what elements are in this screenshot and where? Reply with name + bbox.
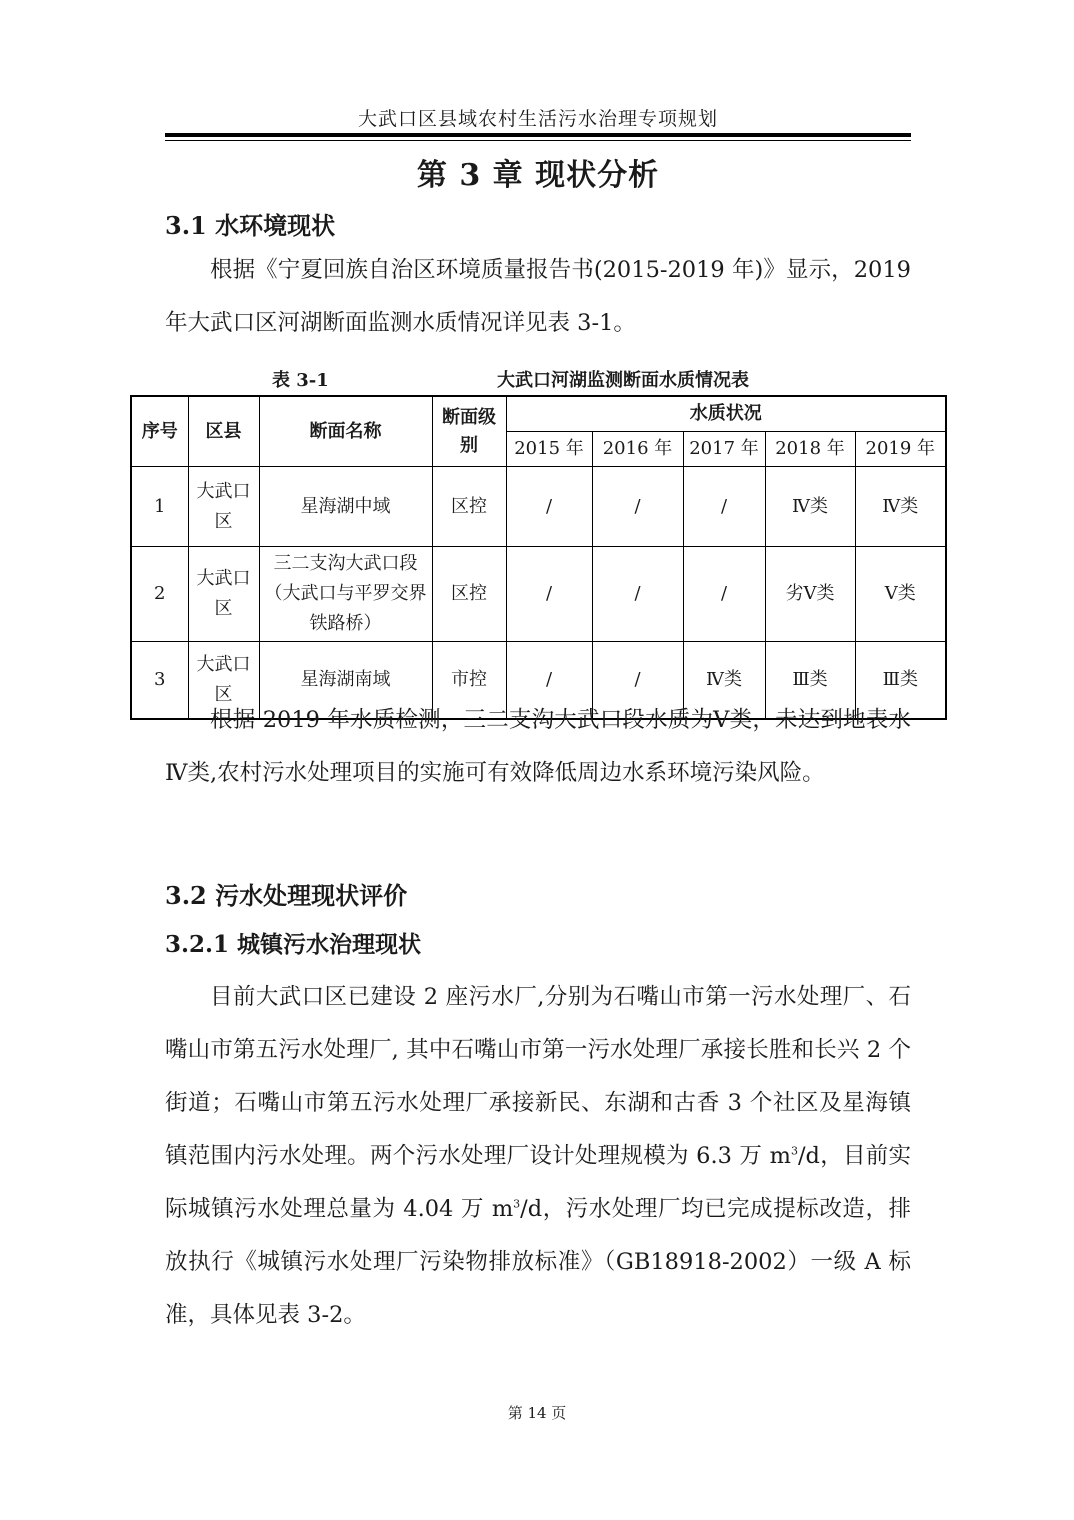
section-3-1-intro: 根据《宁夏回族自治区环境质量报告书(2015-2019 年)》显示，2019 年大武口区河湖断面监测水质情况详见表 3-1。 — [165, 257, 911, 336]
cell-quality: / — [683, 547, 765, 642]
cell-quality: / — [506, 642, 592, 719]
page-number: 第 14 页 — [507, 1404, 567, 1422]
cell-section-name: 三二支沟大武口段（大武口与平罗交界铁路桥） — [259, 547, 432, 642]
cell-quality: / — [592, 642, 683, 719]
subsection-heading-3-2-1: 3.2.1 城镇污水治理现状 — [165, 931, 422, 958]
header-year: 2015 年 — [506, 432, 592, 467]
header-quality-group: 水质状况 — [506, 396, 946, 432]
cell-county: 大武口区 — [188, 467, 259, 547]
cell-quality: Ⅲ类 — [765, 642, 855, 719]
header-rule-thick — [165, 133, 911, 137]
header-year: 2017 年 — [683, 432, 765, 467]
cell-quality: / — [683, 467, 765, 547]
cell-quality: Ⅴ类 — [855, 547, 946, 642]
header-no: 序号 — [131, 396, 188, 467]
cell-quality: Ⅳ类 — [683, 642, 765, 719]
water-quality-table — [130, 395, 947, 720]
header-year: 2018 年 — [765, 432, 855, 467]
cell-quality: / — [592, 547, 683, 642]
cell-quality: Ⅳ类 — [765, 467, 855, 547]
cell-quality: / — [506, 467, 592, 547]
cell-county: 大武口区 — [188, 642, 259, 719]
header-rule-thin — [165, 140, 911, 141]
cell-quality: Ⅲ类 — [855, 642, 946, 719]
cell-no: 3 — [131, 642, 188, 719]
cell-county: 大武口区 — [188, 547, 259, 642]
header-county: 区县 — [188, 396, 259, 467]
cell-level: 区控 — [432, 467, 506, 547]
table-row — [131, 547, 946, 642]
cell-section-name: 星海湖中域 — [259, 467, 432, 547]
cell-level: 区控 — [432, 547, 506, 642]
header-level: 断面级别 — [432, 396, 506, 467]
header-year: 2016 年 — [592, 432, 683, 467]
paragraph-text: /d，污水处理厂均已完成提标改造，排放执行《城镇污水处理厂污染物排放标准》（GB18918-2002）一级 A 标准，具体见表 3-2。 — [165, 1196, 912, 1328]
cell-section-name: 星海湖南域 — [259, 642, 432, 719]
paragraph-text: 目前大武口区已建设 2 座污水厂,分别为石嘴山市第一污水处理厂、石嘴山市第五污水处理厂, 其中石嘴山市第一污水处理厂承接长胜和长兴 2 个街道；石嘴山市第五污水处理厂承接新民、东湖和古香 3 个社区及星海镇镇范围内污水处理。两个污水处理厂设计处理规模为 6.3 万 m — [165, 984, 911, 1169]
section-3-2-1-paragraph — [165, 971, 911, 1342]
table-row — [131, 467, 946, 547]
section-heading-3-2: 3.2 污水处理现状评价 — [165, 881, 408, 910]
cell-no: 2 — [131, 547, 188, 642]
section-heading-3-1: 3.1 水环境现状 — [165, 211, 336, 240]
cell-no: 1 — [131, 467, 188, 547]
cell-quality: / — [506, 547, 592, 642]
chapter-title: 第 3 章 现状分析 — [416, 158, 660, 193]
header-section-name: 断面名称 — [259, 396, 432, 467]
table-caption-title: 大武口河湖监测断面水质情况表 — [497, 370, 749, 391]
superscript: 3 — [513, 1197, 521, 1211]
cell-level: 市控 — [432, 642, 506, 719]
header-year: 2019 年 — [855, 432, 946, 467]
section-3-1-conclusion: 根据 2019 年水质检测，三二支沟大武口段水质为Ⅴ类，未达到地表水Ⅳ类,农村污水处理项目的实施可有效降低周边水系环境污染风险。 — [165, 707, 911, 786]
cell-quality: Ⅳ类 — [855, 467, 946, 547]
running-header: 大武口区县域农村生活污水治理专项规划 — [357, 108, 718, 130]
paragraph-text: /d，目前实际城镇污水处理总量为 4.04 万 m — [165, 1143, 912, 1222]
cell-quality: 劣Ⅴ类 — [765, 547, 855, 642]
superscript: 3 — [790, 1144, 798, 1158]
cell-quality: / — [592, 467, 683, 547]
table-caption-label: 表 3-1 — [272, 370, 329, 391]
